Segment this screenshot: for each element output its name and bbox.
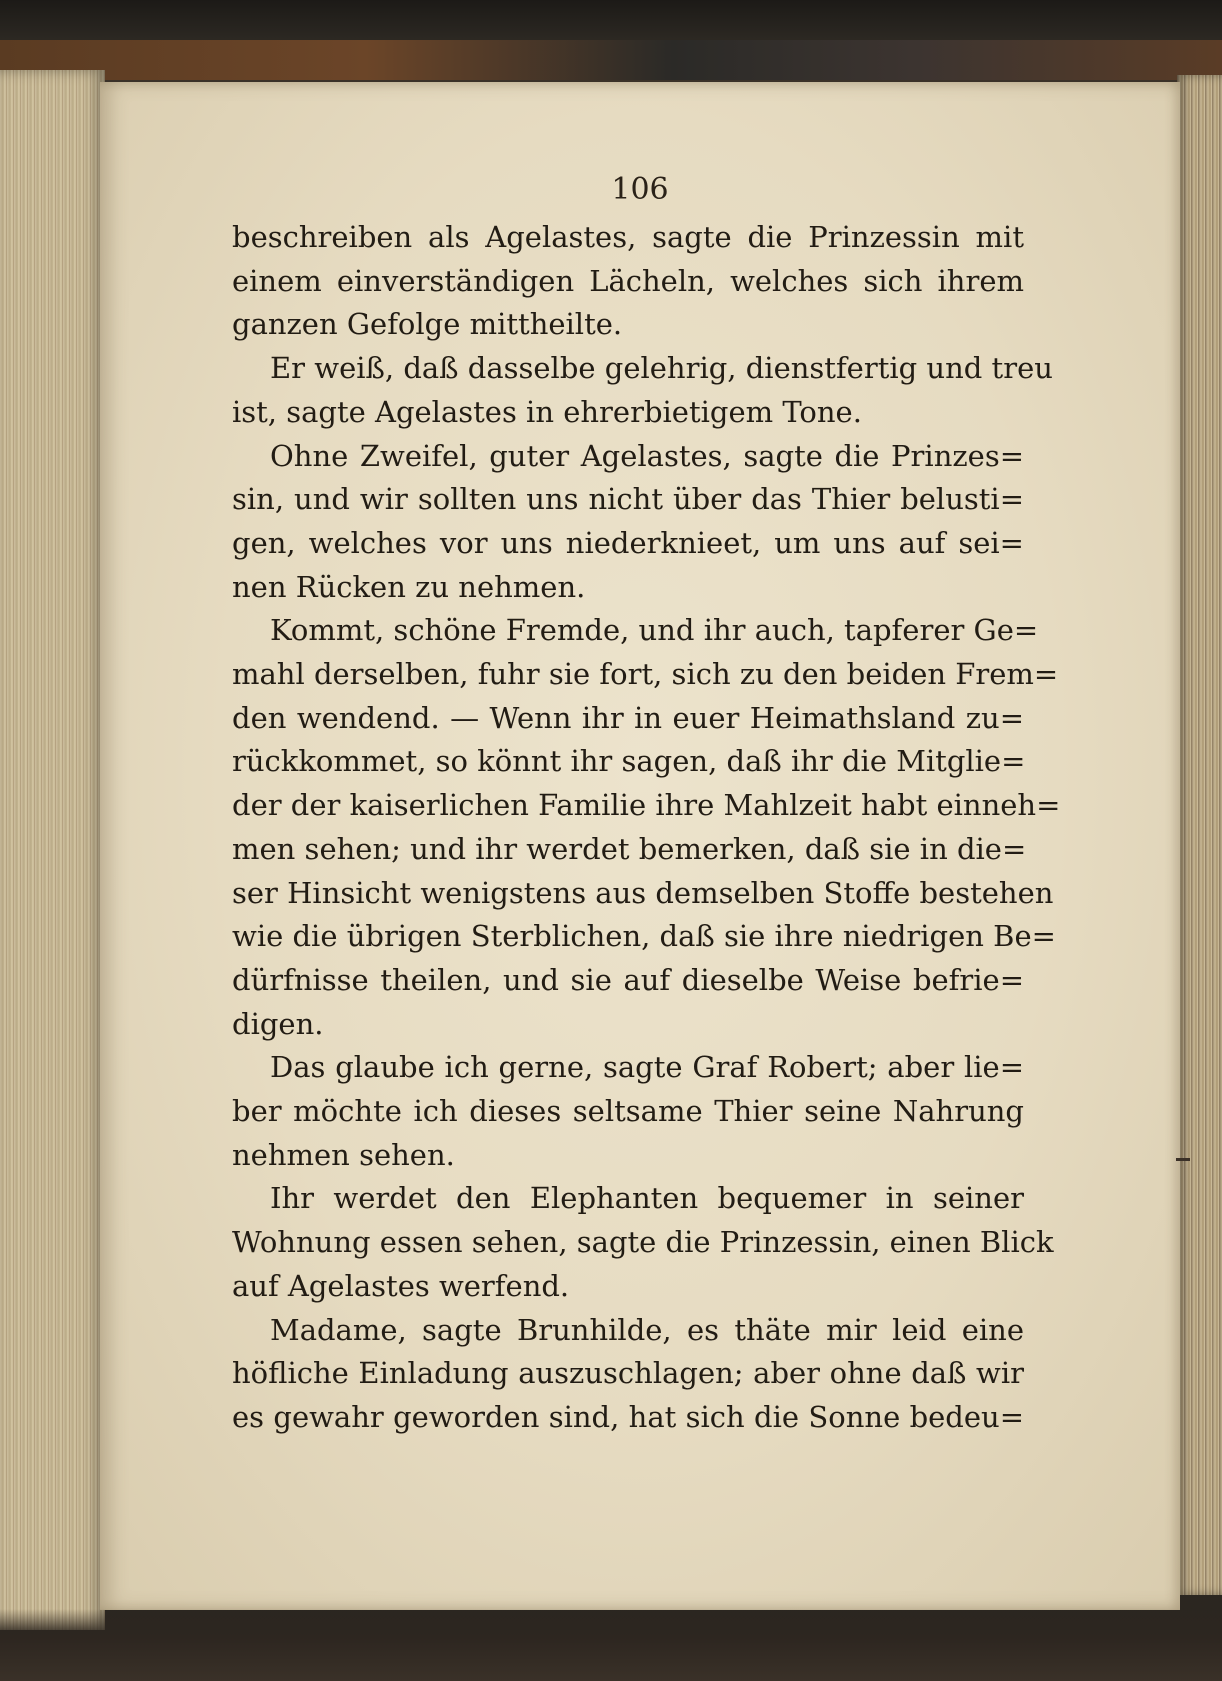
text-line: Das glaube ich gerne, sagte Graf Robert; aber lie= — [270, 1050, 1024, 1085]
text-line: auf Agelastes werfend. — [232, 1268, 570, 1303]
page-edge-mark — [1176, 1158, 1190, 1161]
text-line: wie die übrigen Sterblichen, daß sie ihre niedrigen Be= — [232, 919, 1056, 954]
text-line: Kommt, schöne Fremde, und ihr auch, tapferer Ge= — [270, 613, 1039, 648]
book-cover-top-edge — [0, 40, 1222, 80]
text-line: höfliche Einladung auszuschlagen; aber ohne daß wir — [232, 1356, 1024, 1391]
book-page — [100, 82, 1180, 1610]
text-line: ist, sagte Agelastes in ehrerbietigem Tone. — [232, 394, 862, 429]
text-line: Ohne Zweifel, guter Agelastes, sagte die Prinzes= — [270, 438, 1024, 473]
text-line: sin, und wir sollten uns nicht über das Thier belusti= — [232, 482, 1024, 517]
text-line: Er weiß, daß dasselbe gelehrig, dienstfertig und treu — [270, 351, 1053, 386]
text-line: einem einverständigen Lächeln, welches sich ihrem — [232, 263, 1024, 298]
text-line: digen. — [232, 1006, 324, 1041]
text-line: beschreiben als Agelastes, sagte die Prinzessin mit — [232, 220, 1024, 254]
text-line: men sehen; und ihr werdet bemerken, daß sie in die= — [232, 831, 1027, 866]
right-page-stack — [1177, 75, 1222, 1595]
page-body-text — [232, 216, 1061, 1440]
text-line: Madame, sagte Brunhilde, es thäte mir leid eine — [270, 1312, 1024, 1347]
text-line: Ihr werdet den Elephanten bequemer in seiner — [270, 1181, 1024, 1216]
text-line: nehmen sehen. — [232, 1137, 455, 1172]
text-line: ber möchte ich dieses seltsame Thier seine Nahrung — [232, 1094, 1024, 1129]
text-line: der der kaiserlichen Familie ihre Mahlzeit habt einneh= — [232, 788, 1061, 823]
page-number: 106 — [611, 172, 669, 207]
text-line: rückkommet, so könnt ihr sagen, daß ihr die Mitglie= — [232, 744, 1026, 779]
text-line: dürfnisse theilen, und sie auf dieselbe Weise befrie= — [232, 962, 1024, 997]
left-page-stack — [0, 70, 105, 1630]
text-line: mahl derselben, fuhr sie fort, sich zu den beiden Frem= — [232, 657, 1059, 692]
text-line: ganzen Gefolge mittheilte. — [232, 307, 623, 342]
text-line: den wendend. — Wenn ihr in euer Heimathsland zu= — [232, 700, 1024, 735]
text-line: es gewahr geworden sind, hat sich die Sonne bedeu= — [232, 1399, 1024, 1434]
text-line: nen Rücken zu nehmen. — [232, 569, 586, 604]
text-line: gen, welches vor uns niederknieet, um uns auf sei= — [232, 525, 1024, 560]
text-line: ser Hinsicht wenigstens aus demselben Stoffe bestehen — [232, 875, 1054, 910]
book-bottom-edge — [0, 1609, 1222, 1681]
text-line: Wohnung essen sehen, sagte die Prinzessin, einen Blick — [232, 1225, 1054, 1260]
